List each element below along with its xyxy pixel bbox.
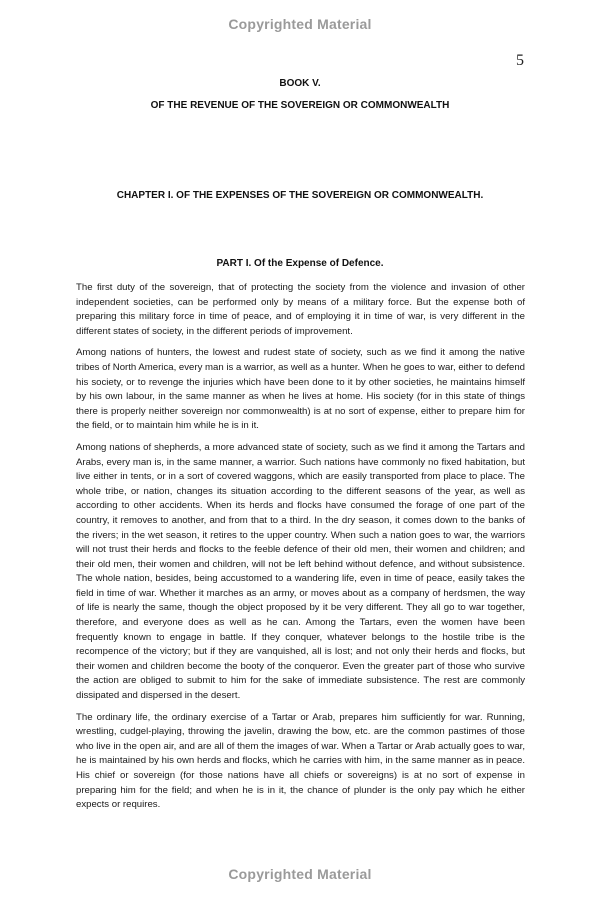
watermark-top: Copyrighted Material [228, 16, 372, 32]
watermark-bottom: Copyrighted Material [228, 866, 372, 882]
paragraph: Among nations of hunters, the lowest and rudest state of society, such as we find it among the native tribes of North America, every man is a warrior, as well as a hunter. When he goes to war, either to defend his society, or to revenge the injuries which have been done to it by other societies, he maintains himself by his own labour, in the same manner as when he lives at home. His society (for in this state of things there is properly neither sovereign nor commonwealth) is at no sort of expense, either to prepare him for the field, or to maintain him while he is in it. [76, 347, 525, 432]
part-heading: PART I. Of the Expense of Defence. [216, 258, 384, 269]
book-heading: BOOK V. [279, 78, 321, 89]
paragraph: The first duty of the sovereign, that of protecting the society from the violence and invasion of other independent societies, can be performed only by means of a military force. But the expense both of preparing this military force in time of peace, and of employing it in time of war, is very different in the different states of society, in the different periods of improvement. [76, 282, 525, 337]
paragraph: Among nations of shepherds, a more advanced state of society, such as we find it among the Tartars and Arabs, every man is, in the same manner, a warrior. Such nations have commonly no fixed habitation, but live either in tents, or in a sort of covered waggons, which are easily transported from place to place. The whole tribe, or nation, changes its situation according to the different seasons of the year, as well as according to other accidents. When its herds and flocks have consumed the forage of one part of the country, it removes to another, and from that to a third. In the dry season, it comes down to the banks of the rivers; in the wet season, it retires to the upper country. When such a nation goes to war, the warriors will not trust their herds and flocks to the feeble defence of their old men, their women and children; and their old men, their women and children, will not be left behind without defence, and without subsistence. The whole nation, besides, being accustomed to a wandering life, even in time of peace, easily takes the field in time of war. Whether it marches as an army, or moves about as a company of herdsmen, the way of life is nearly the same, though the object proposed by it be very different. They all go to war together, therefore, and everyone does as well as he can. Among the Tartars, even the women have been frequently known to engage in battle. If they conquer, whatever belongs to the hostile tribe is the recompence of the victory; but if they are vanquished, all is lost; and not only their herds and flocks, but their women and children become the booty of the conqueror. Even the greater part of those who survive the action are obliged to submit to him for the sake of immediate subsistence. The rest are commonly dissipated and dispersed in the desert. [76, 441, 525, 702]
paragraph: The ordinary life, the ordinary exercise of a Tartar or Arab, prepares him sufficiently for war. Running, wrestling, cudgel-playing, throwing the javelin, drawing the bow, etc. are the common pastimes of those who live in the open air, and are all of them the images of war. When a Tartar or Arab actually goes to war, he is maintained by his own herds and flocks, which he carries with him, in the same manner as in peace. His chief or sovereign (for those nations have all chiefs or sovereigns) is at no sort of expense in preparing him for the field; and when he is in it, the chance of plunder is the only pay which he either expects or requires. [76, 711, 525, 811]
chapter-heading: CHAPTER I. OF THE EXPENSES OF THE SOVEREIGN OR COMMONWEALTH. [116, 190, 484, 201]
body-text [76, 281, 525, 820]
book-title: OF THE REVENUE OF THE SOVEREIGN OR COMMONWEALTH [150, 100, 450, 111]
page-number: 5 [516, 52, 524, 69]
